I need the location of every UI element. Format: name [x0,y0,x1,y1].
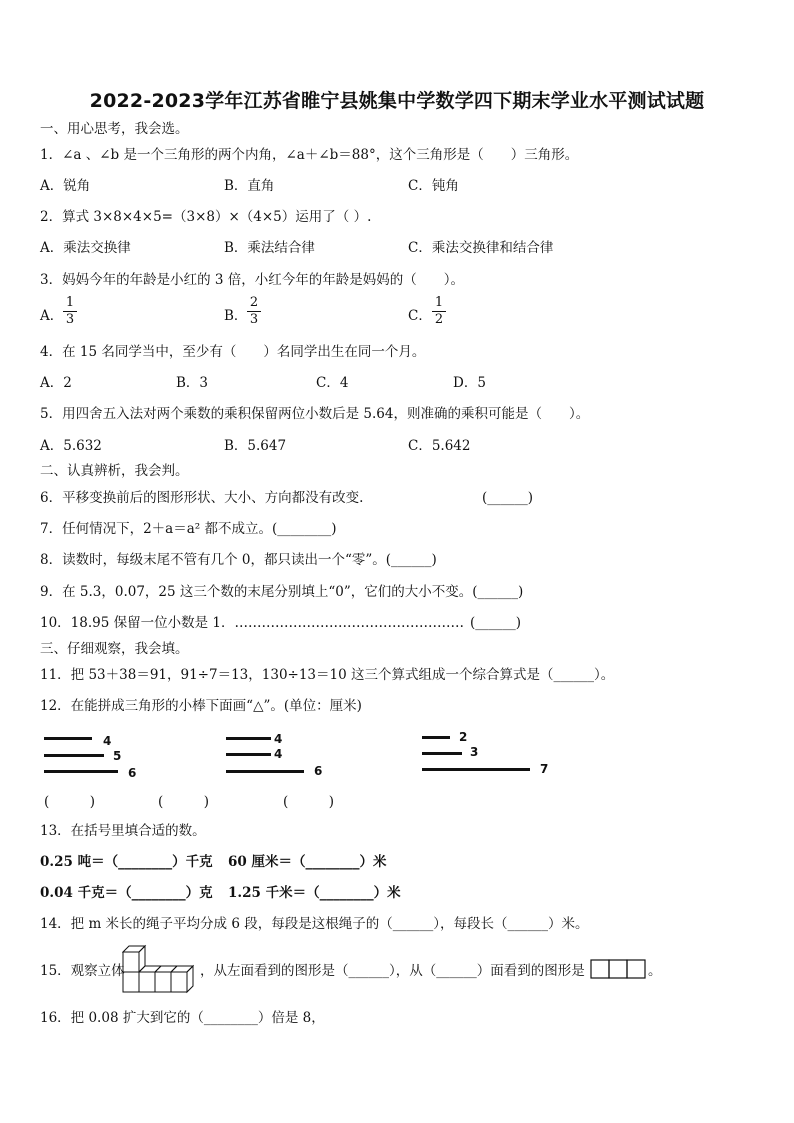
stick-label: 7 [540,762,549,776]
question-2: 2．算式 3×8×4×5=（3×8）×（4×5）运用了（ ）. [40,209,372,225]
question-13: 13．在括号里填合适的数。 [40,823,206,839]
question-14: 14．把 m 米长的绳子平均分成 6 段，每段是这根绳子的（______），每段长（______）米。 [40,916,589,932]
question-1: 1．∠a 、∠b 是一个三角形的两个内角，∠a＋∠b＝88°，这个三角形是（ ）三角形。 [40,147,579,163]
section-heading-2: 二、认真辨析，我会判。 [40,463,189,479]
question-15-text: ，从左面看到的图形是（______），从（______）面看到的图形是 [200,963,585,979]
stick-label: 2 [459,730,468,744]
three-square-view-figure [590,959,646,979]
q3-option-b-fraction [247,296,261,327]
q5-option-a: A．5.632 [40,438,102,454]
q1-option-a: A．锐角 [40,178,91,194]
question-15-end: 。 [648,963,662,979]
q13-row1-right: 60 厘米＝（________）米 [228,854,387,870]
q12-answer-blank-1[interactable]: ( ) [44,794,96,810]
q13-row1-left: 0.25 吨＝（________）千克 [40,854,213,870]
question-5: 5．用四舍五入法对两个乘数的乘积保留两位小数后是 5.64，则准确的乘积可能是（ ）。 [40,406,590,422]
q5-option-c: C．5.642 [408,438,471,454]
q6-answer-blank[interactable]: (______) [482,490,534,506]
question-10: 10．18.95 保留一位小数是 1．…………………………………………… [40,615,464,631]
stick-6cm [44,770,118,773]
question-11: 11．把 53＋38＝91，91÷7＝13，130÷13＝10 这三个算式组成一个综合算式是（______）。 [40,667,615,683]
stick-2cm [422,736,450,739]
stick-4cm [226,753,271,756]
question-16: 16．把 0.08 扩大到它的（________）倍是 8， [40,1010,325,1026]
question-7: 7．任何情况下，2＋a＝a² 都不成立。(________) [40,521,337,537]
stick-label: 4 [274,732,283,746]
q10-answer-blank[interactable]: (______) [470,615,522,631]
stick-7cm [422,768,530,771]
question-4: 4．在 15 名同学当中，至少有（ ）名同学出生在同一个月。 [40,344,426,360]
q3-option-b: B． [224,308,248,324]
numerator: 2 [249,295,259,310]
q13-row2-left: 0.04 千克＝（________）克 [40,885,213,901]
stick-6cm [226,770,304,773]
question-12: 12．在能拼成三角形的小棒下面画“△”。(单位：厘米) [40,698,362,714]
q3-option-a: A． [40,308,64,324]
q4-option-c: C．4 [316,375,349,391]
q3-option-a-fraction [63,296,77,327]
stick-label: 3 [470,745,479,759]
q12-answer-blank-2[interactable]: ( ) [158,794,210,810]
q3-option-c: C． [408,308,432,324]
denominator: 2 [434,312,444,327]
stick-label: 5 [113,749,122,763]
q2-option-b: B．乘法结合律 [224,240,315,256]
q3-option-c-fraction [432,296,446,327]
q13-row2-right: 1.25 千米＝（________）米 [228,885,401,901]
numerator: 1 [434,295,444,310]
q4-option-b: B．3 [176,375,209,391]
question-3: 3．妈妈今年的年龄是小红的 3 倍，小红今年的年龄是妈妈的（ ）。 [40,272,465,288]
stick-4cm [226,737,271,740]
page-title: 2022-2023学年江苏省睢宁县姚集中学数学四下期末学业水平测试试题 [89,90,705,112]
stick-4cm [44,737,92,740]
q4-option-d: D．5 [453,375,486,391]
denominator: 3 [65,312,75,327]
question-8: 8．读数时，每级末尾不管有几个 0，都只读出一个“零”。(______) [40,552,437,568]
section-heading-1: 一、用心思考，我会选。 [40,121,189,137]
q1-option-c: C．钝角 [408,178,459,194]
stick-3cm [422,752,462,755]
q2-option-a: A．乘法交换律 [40,240,131,256]
q1-option-b: B．直角 [224,178,275,194]
stick-label: 6 [128,766,137,780]
q5-option-b: B．5.647 [224,438,287,454]
question-6: 6．平移变换前后的图形形状、大小、方向都没有改变. [40,490,364,506]
question-15-prefix: 15．观察立体 [40,963,125,979]
question-9: 9．在 5.3，0.07，25 这三个数的末尾分别填上“0”，它们的大小不变。(______) [40,584,524,600]
stick-label: 6 [314,764,323,778]
cube-solid-figure [122,944,194,994]
stick-label: 4 [274,747,283,761]
q4-option-a: A．2 [40,375,72,391]
stick-label: 4 [103,734,112,748]
denominator: 3 [249,312,259,327]
section-heading-3: 三、仔细观察，我会填。 [40,641,189,657]
q12-answer-blank-3[interactable]: ( ) [283,794,335,810]
q2-option-c: C．乘法交换律和结合律 [408,240,554,256]
stick-5cm [44,754,104,757]
numerator: 1 [65,295,75,310]
